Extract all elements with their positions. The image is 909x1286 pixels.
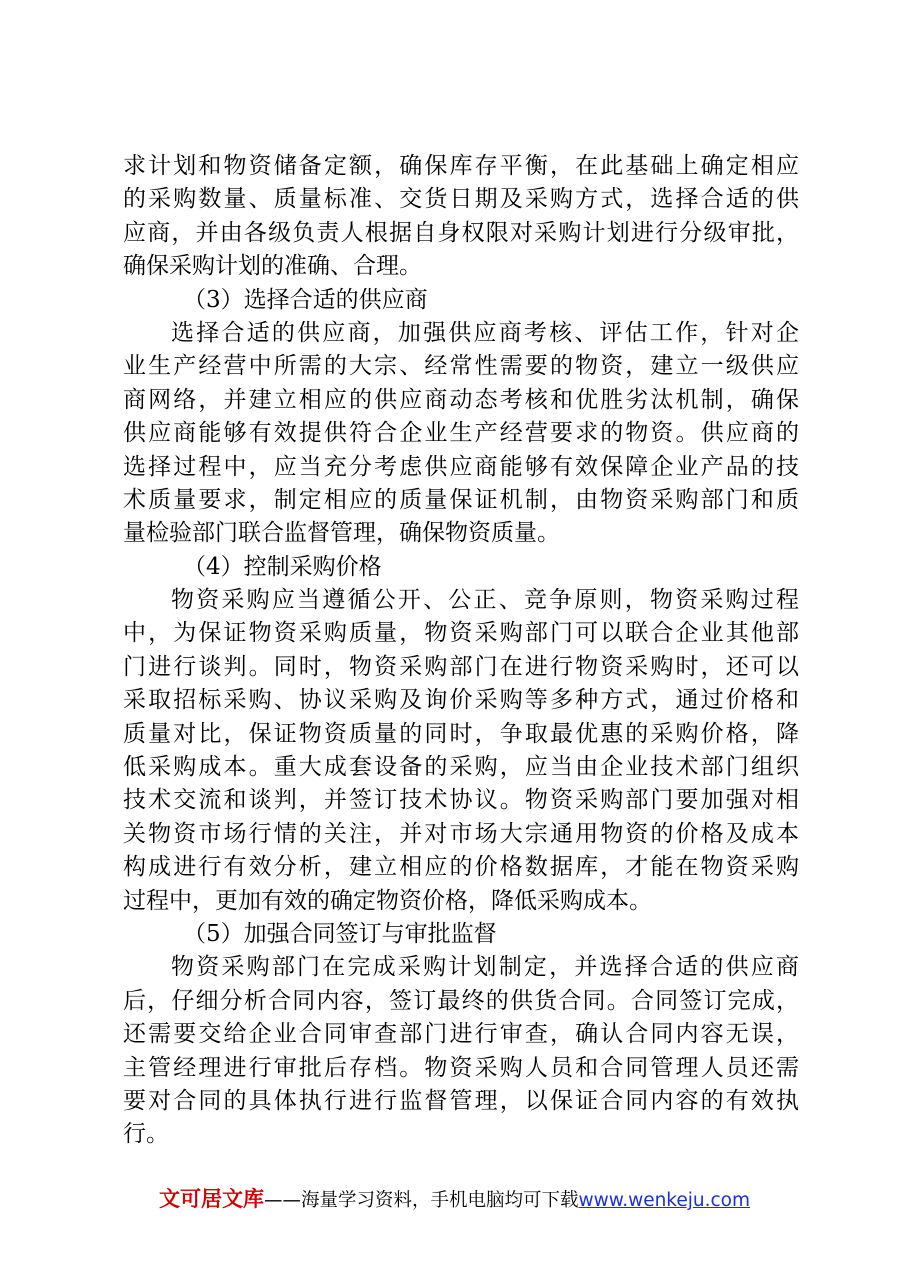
text-line: 还需要交给企业合同审查部门进行审查，确认合同内容无误， [123,1021,799,1048]
footer-banner [0,1183,909,1213]
text-line: 求计划和物资储备定额，确保库存平衡，在此基础上确定相应 [123,153,799,179]
text-line: 行。 [123,1121,169,1148]
text-line: 主管经理进行审批后存档。物资采购人员和合同管理人员还需 [123,1054,799,1081]
document-body [123,150,799,1152]
text-line: 后，仔细分析合同内容，签订最终的供货合同。合同签订完成， [123,987,799,1014]
section-heading-3: （3）选择合适的供应商 [183,286,428,313]
text-line: 物资采购应当遵循公开、公正、竞争原则，物资采购过程 [171,587,799,614]
text-line: 技术交流和谈判，并签订技术协议。物资采购部门要加强对相 [123,787,799,814]
text-line: 低采购成本。重大成套设备的采购，应当由企业技术部门组织 [123,754,799,781]
text-line: 过程中，更加有效的确定物资价格，降低采购成本。 [123,887,652,914]
section-heading-5: （5）加强合同签订与审批监督 [183,920,497,947]
text-line: 量检验部门联合监督管理，确保物资质量。 [123,520,560,547]
text-line: 质量对比，保证物资质量的同时，争取最优惠的采购价格，降 [123,720,799,747]
text-line: 采取招标采购、协议采购及询价采购等多种方式，通过价格和 [123,687,799,714]
website-link[interactable]: www.wenkeju.com [578,1190,751,1211]
text-line: 中，为保证物资采购质量，物资采购部门可以联合企业其他部 [123,620,799,647]
text-line: 选择合适的供应商，加强供应商考核、评估工作，针对企 [171,319,799,346]
text-line: 供应商能够有效提供符合企业生产经营要求的物资。供应商的 [123,420,799,447]
text-line: 商网络，并建立相应的供应商动态考核和优胜劣汰机制，确保 [123,386,799,413]
text-line: 业生产经营中所需的大宗、经常性需要的物资，建立一级供应 [123,353,799,380]
text-line: 物资采购部门在完成采购计划制定，并选择合适的供应商 [171,954,799,981]
text-line: 确保采购计划的准确、合理。 [123,253,422,280]
text-line: 术质量要求，制定相应的质量保证机制，由物资采购部门和质 [123,486,799,513]
text-line: 门进行谈判。同时，物资采购部门在进行物资采购时，还可以 [123,653,799,680]
text-line: 要对合同的具体执行进行监督管理，以保证合同内容的有效执 [123,1087,799,1114]
text-line: 应商，并由各级负责人根据自身权限对采购计划进行分级审批， [123,219,799,246]
footer-slogan: ——海量学习资料，手机电脑均可下载 [263,1190,579,1211]
text-line: 选择过程中，应当充分考虑供应商能够有效保障企业产品的技 [123,453,799,480]
text-line: 的采购数量、质量标准、交货日期及采购方式，选择合适的供 [123,186,799,213]
text-line: 构成进行有效分析，建立相应的价格数据库，才能在物资采购 [123,854,799,881]
text-line: 关物资市场行情的关注，并对市场大宗通用物资的价格及成本 [123,820,799,847]
section-heading-4: （4）控制采购价格 [183,553,382,580]
brand-name: 文可居文库 [158,1187,264,1211]
